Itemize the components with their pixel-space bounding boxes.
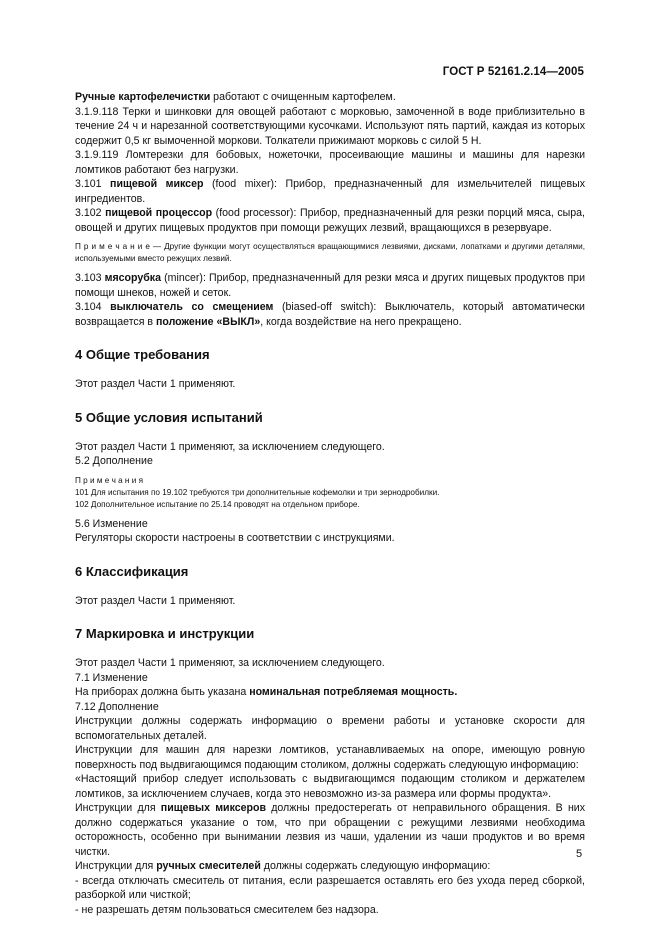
clause-number: 3.102 — [75, 207, 106, 219]
clause-number: 3.103 — [75, 272, 105, 284]
term-food-mixers: пищевых миксеров — [160, 802, 266, 814]
page-number: 5 — [576, 848, 583, 860]
heading-section-7: 7 Маркировка и инструкции — [75, 626, 255, 641]
clause-number: 3.101 — [75, 178, 111, 190]
note-101: 101 Для испытания по 19.102 требуются три дополнительные кофемолки и три зернодробилки. — [75, 487, 440, 497]
text: работают с очищенным картофелем. — [210, 91, 396, 103]
note-102: 102 Дополнительное испытание по 25.14 проводят на отдельном приборе. — [75, 499, 360, 509]
paragraph-3-102 — [75, 206, 585, 235]
paragraph-section-4: Этот раздел Части 1 применяют. — [75, 378, 236, 390]
term-mincer: мясорубка — [104, 272, 161, 284]
paragraph-slicers-instructions: Инструкции для машин для нарезки ломтиков, устанавливаемых на опоре, имеющую ровную поверхность под выдвигающимся подающим столиком, должны содержать следующую информацию: — [75, 744, 585, 771]
note-3-102 — [75, 241, 585, 265]
term-biased-off-switch: выключатель со смещением — [110, 301, 274, 313]
text: (biased-off switch): Выключатель, который автоматически возвращается в — [75, 301, 585, 328]
paragraph-section-6: Этот раздел Части 1 применяют. — [75, 594, 236, 607]
term-hand-blenders: ручных смесителей — [156, 860, 261, 872]
term-rated-power: номинальная потребляемая мощность. — [249, 686, 458, 698]
paragraph-potato-peelers — [75, 90, 585, 105]
paragraph-speed-regulators: Регуляторы скорости настроены в соответствии с инструкциями. — [75, 532, 395, 544]
text: Инструкции для — [75, 802, 161, 814]
text: На приборах должна быть указана — [75, 686, 250, 698]
heading-section-6: 6 Классификация — [75, 563, 189, 579]
text: (mincer): Прибор, предназначенный для резки мяса и других пищевых продуктов при помощи шнеков, ножей и сеток. — [75, 272, 585, 299]
paragraph-5-6: 5.6 Изменение — [75, 517, 148, 530]
paragraph-7-12: 7.12 Дополнение — [75, 700, 159, 713]
paragraph-hand-blenders-instructions — [75, 859, 585, 874]
note-text: — Другие функции могут осуществляться вращающимися лезвиями, дисками, лопатками и другими деталями, используемыми вместо режущих лезвий. — [75, 242, 585, 263]
text: (food processor): Прибор, предназначенный для резки порций мяса, сыра, овощей и других пищевых продуктов при помощи режущих лезвий, вращающихся в резервуаре. — [75, 207, 585, 234]
term-food-mixer: пищевой миксер — [110, 178, 204, 190]
paragraph-section-7: Этот раздел Части 1 применяют, за исключением следующего. — [75, 657, 385, 669]
paragraph-7-1: 7.1 Изменение — [75, 671, 148, 684]
paragraph-quote: «Настоящий прибор следует использовать с выдвигающимся подающим столиком и держателем ломтиков, за исключением случаев, когда это невозможно из-за размера или формы продукта». — [75, 773, 585, 800]
note-label: П р и м е ч а н и е — [75, 242, 150, 251]
document-header: ГОСТ Р 52161.2.14—2005 — [442, 66, 584, 78]
list-item-children: - не разрешать детям пользоваться смесителем без надзора. — [75, 903, 379, 916]
heading-section-5: 5 Общие условия испытаний — [75, 409, 263, 425]
text: должны предостерегать от неправильного обращения. В них должно содержаться указание о том, что при обращении с режущими лезвиями необходима осторожность, особенно при вынимании лезвия из чаши, удалении из чаши продуктов и во время чистки. — [75, 802, 586, 858]
text: должны содержать следующую информацию: — [260, 860, 491, 872]
paragraph-3-101 — [75, 177, 585, 206]
paragraph-3-104 — [75, 300, 585, 329]
text: (food mixer): Прибор, предназначенный для измельчителей пищевых ингредиентов. — [75, 178, 585, 205]
heading-section-4: 4 Общие требования — [75, 347, 210, 362]
paragraph-section-5: Этот раздел Части 1 применяют, за исключением следующего. — [75, 440, 385, 453]
paragraph-food-mixers-instructions — [75, 801, 585, 859]
paragraph-instructions-speed: Инструкции должны содержать информацию о времени работы и установке скорости для вспомогательных деталей. — [75, 715, 585, 742]
clause-number: 3.104 — [75, 301, 111, 313]
paragraph-rated-power — [75, 685, 585, 700]
paragraph-3-103 — [75, 271, 585, 300]
term-food-processor: пищевой процессор — [105, 207, 213, 219]
paragraph-3-1-9-119: 3.1.9.119 Ломтерезки для бобовых, ножеточки, просеивающие машины и машины для нарезки ломтиков работают без нагрузки. — [75, 149, 585, 176]
paragraph-5-2: 5.2 Дополнение — [75, 455, 153, 467]
notes-label-5: П р и м е ч а н и я — [75, 475, 144, 485]
text: , когда воздействие на него прекращено. — [260, 315, 462, 328]
text: Инструкции для — [75, 860, 157, 872]
paragraph-3-1-9-118: 3.1.9.118 Терки и шинковки для овощей работают с морковью, замоченной в воде приблизительно в течение 24 ч и нарезанной соответствующими кусочками. Используют пять партий, каждая из которых содержит 0,5 кг вымоченной моркови. Толкатели прижимают морковь с силой 5 Н. — [75, 105, 585, 147]
list-item-disconnect: - всегда отключать смеситель от питания, если разрешается оставлять его без ухода перед сборкой, разборкой или чисткой; — [75, 874, 585, 901]
page-content — [75, 90, 585, 917]
term-potato-peelers: Ручные картофелечистки — [75, 91, 211, 103]
term-off-position: положение «ВЫКЛ» — [155, 315, 261, 328]
